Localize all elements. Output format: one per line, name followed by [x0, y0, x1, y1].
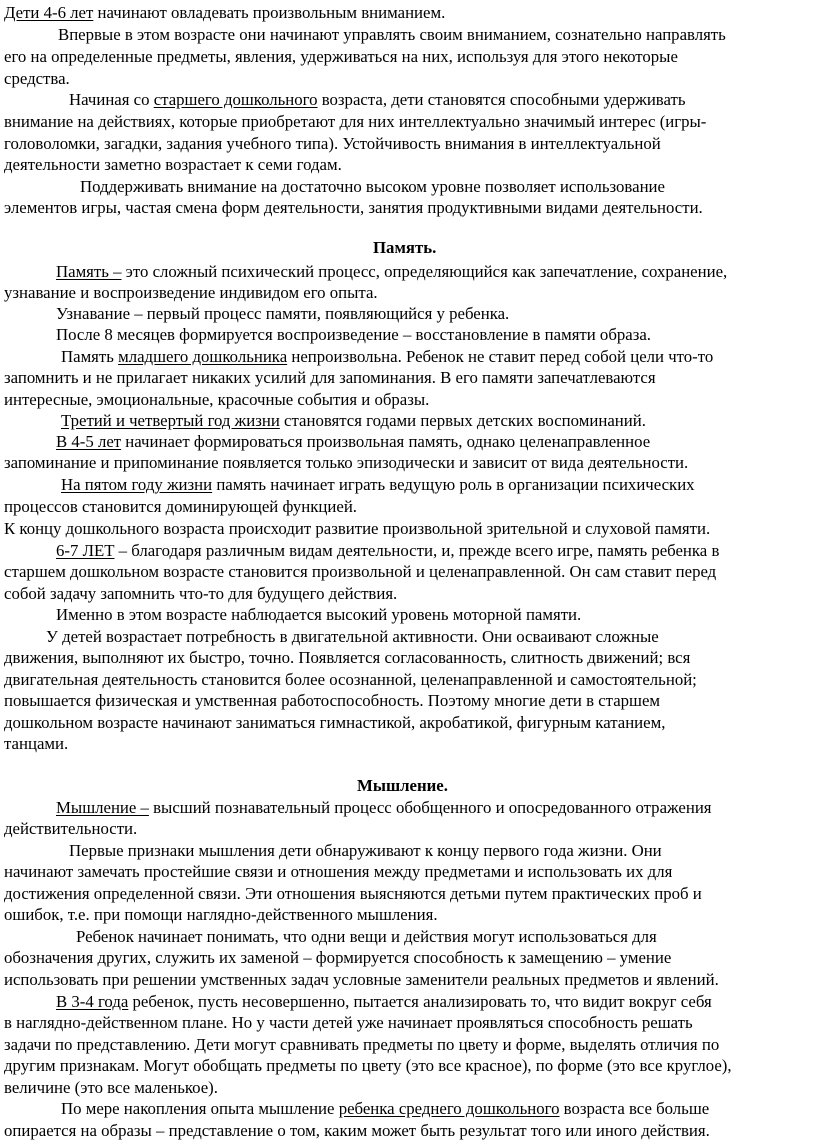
- text-line: Именно в этом возрасте наблюдается высокий уровень моторной памяти.: [56, 605, 582, 624]
- text-line: Ребенок начинает понимать, что одни вещи и действия могут использоваться для: [76, 927, 657, 946]
- text-line: К концу дошкольного возраста происходит развитие произвольной зрительной и слуховой памяти.: [4, 519, 711, 538]
- text-line: Память младшего дошкольника непроизвольна. Ребенок не ставит перед собой цели что-то: [61, 347, 714, 366]
- text-line: ошибок, т.е. при помощи наглядно-действенного мышления.: [4, 905, 438, 924]
- text-line: узнавание и воспроизведение индивидом его опыта.: [4, 283, 378, 302]
- text-line: У детей возрастает потребность в двигательной активности. Они осваивают сложные: [46, 627, 659, 646]
- text-line: Третий и четвертый год жизни становятся годами первых детских воспоминаний.: [61, 411, 646, 430]
- text-line: обозначения других, служить их заменой – формируется способность к замещению – умение: [4, 948, 672, 967]
- text-line: действительности.: [4, 819, 138, 838]
- text-line: Узнавание – первый процесс памяти, появляющийся у ребенка.: [56, 304, 510, 323]
- text-line: После 8 месяцев формируется воспроизведение – восстановление в памяти образа.: [56, 325, 651, 344]
- text-line: В 3-4 года ребенок, пусть несовершенно, пытается анализировать то, что видит вокруг себя: [56, 992, 712, 1011]
- text-line: Первые признаки мышления дети обнаруживают к концу первого года жизни. Они: [69, 841, 662, 860]
- text-line: движения, выполняют их быстро, точно. Появляется согласованность, слитность движений; вся: [4, 648, 691, 667]
- text-line: В 4-5 лет начинает формироваться произвольная память, однако целенаправленное: [56, 432, 651, 451]
- text-line: запоминание и припоминание появляется только эпизодически и зависит от вида деятельности.: [4, 453, 689, 472]
- text-line: достижения определенной связи. Эти отношения выясняются детьми путем практических проб и: [4, 884, 702, 903]
- text-line: старшем дошкольном возрасте становится произвольной и целенаправленной. Он сам ставит перед: [4, 562, 717, 581]
- text-line: двигательная деятельность становится более осознанной, целенаправленной и самостоятельной;: [4, 670, 697, 689]
- text-line: опирается на образы – представление о том, каким может быть результат того или иного действия.: [4, 1121, 710, 1140]
- text-line: начинают замечать простейшие связи и отношения между предметами и использовать их для: [4, 862, 673, 881]
- text-line: запомнить и не прилагает никаких усилий для запоминания. В его памяти запечатлеваются: [4, 368, 656, 387]
- text-line: Дети 4-6 лет начинают овладевать произвольным вниманием.: [4, 3, 446, 22]
- text-line: На пятом году жизни память начинает играть ведущую роль в организации психических: [61, 475, 695, 494]
- text-line: другим признакам. Могут обобщать предметы по цвету (это все красное), по форме (это все круглое),: [4, 1056, 732, 1075]
- text-line: процессов становится доминирующей функцией.: [4, 497, 358, 516]
- text-line: Память – это сложный психический процесс, определяющийся как запечатление, сохранение,: [56, 262, 728, 281]
- text-line: интересные, эмоциональные, красочные события и образы.: [4, 390, 430, 409]
- text-line: его на определенные предметы, явления, удерживаться на них, используя для этого некоторые: [4, 47, 678, 66]
- text-line: средства.: [4, 69, 70, 88]
- text-line: внимание на действиях, которые приобретают для них интеллектуально значимый интерес (игры-: [4, 112, 707, 131]
- text-line: повышается физическая и умственная работоспособность. Поэтому многие дети в старшем: [4, 691, 661, 710]
- text-line: элементов игры, частая смена форм деятельности, занятия продуктивными видами деятельности.: [4, 198, 703, 217]
- text-line: величине (это все маленькое).: [4, 1078, 218, 1097]
- text-line: По мере накопления опыта мышление ребенка среднего дошкольного возраста все больше: [61, 1099, 710, 1118]
- text-line: дошкольном возрасте начинают заниматься гимнастикой, акробатикой, фигурным катанием,: [4, 713, 666, 732]
- section-heading-thinking: Мышление.: [357, 776, 448, 795]
- text-line: 6-7 ЛЕТ – благодаря различным видам деятельности, и, прежде всего игре, память ребенка в: [56, 541, 720, 560]
- text-line: танцами.: [4, 734, 69, 753]
- text-line: деятельности заметно возрастает к семи годам.: [4, 155, 342, 174]
- text-line: головоломки, загадки, задания учебного типа). Устойчивость внимания в интеллектуальной: [4, 134, 661, 153]
- text-line: Мышление – высший познавательный процесс обобщенного и опосредованного отражения: [56, 798, 712, 817]
- text-line: Впервые в этом возрасте они начинают управлять своим вниманием, сознательно направлять: [58, 25, 726, 44]
- text-line: использовать при решении умственных задач условные заменители реальных предметов и явлений.: [4, 970, 719, 989]
- text-line: Поддерживать внимание на достаточно высоком уровне позволяет использование: [80, 177, 665, 196]
- text-line: задачи по представлению. Дети могут сравнивать предметы по цвету и форме, выделять отличия по: [4, 1035, 720, 1054]
- text-line: в наглядно-действенном плане. Но у части детей уже начинает проявляться способность решать: [4, 1013, 693, 1032]
- text-line: Начиная со старшего дошкольного возраста, дети становятся способными удерживать: [69, 90, 686, 109]
- text-line: собой задачу запомнить что-то для будущего действия.: [4, 584, 398, 603]
- section-heading-memory: Память.: [373, 238, 437, 257]
